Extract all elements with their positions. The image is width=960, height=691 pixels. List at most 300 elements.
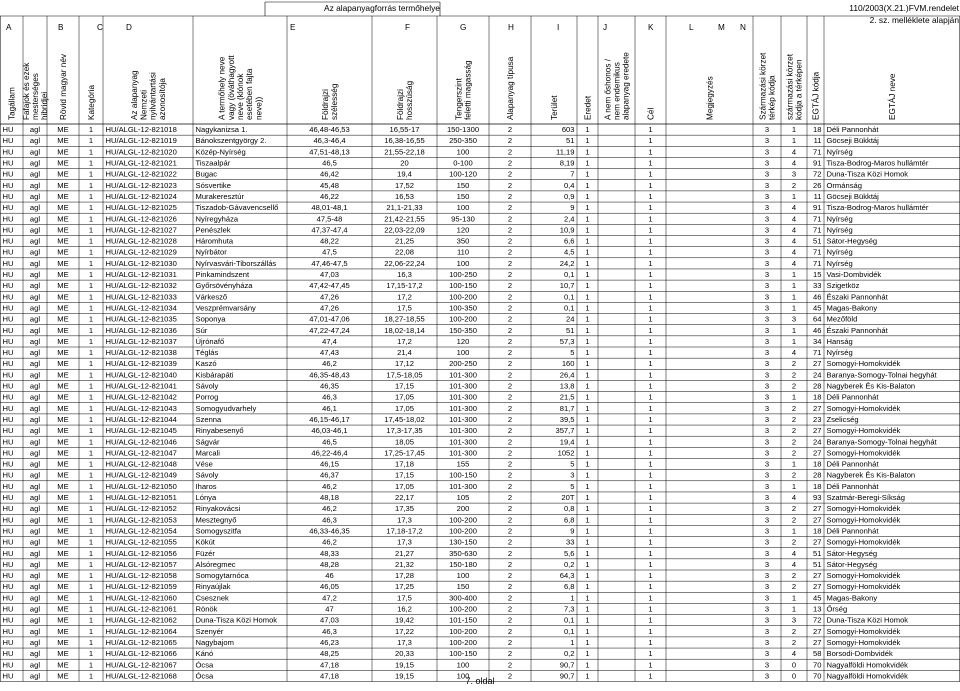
table-cell: Nagybajom (195, 637, 234, 647)
table-cell: 3 (764, 626, 770, 636)
table-cell: 46,2 (322, 481, 337, 491)
table-cell: 1 (88, 437, 94, 447)
table-cell: Várkesző (195, 292, 228, 302)
table-cell: 4 (791, 214, 797, 224)
table-cell: 1 (648, 459, 653, 469)
table-cell: 3 (764, 470, 770, 480)
table-cell: 23 (813, 414, 822, 424)
table-cell: 13 (813, 604, 822, 614)
table-cell: 100-150 (449, 470, 477, 480)
table-cell: 19,15 (394, 671, 415, 681)
table-row (3, 225, 853, 234)
table-cell: 2 (507, 147, 513, 157)
table-cell: 3 (764, 336, 770, 346)
table-cell: HU (2, 437, 14, 447)
table-cell: Göcseji Bükktáj (826, 136, 879, 146)
table-cell: Penészlek (195, 225, 231, 235)
table-cell: 100-150 (449, 281, 477, 291)
table-cell: 16,38-16,55 (384, 136, 425, 146)
table-cell: ME (57, 604, 69, 614)
table-cell: HU (2, 136, 14, 146)
table-cell: 100 (456, 258, 470, 268)
table-cell: HU (2, 649, 14, 659)
table-cell: 2 (507, 448, 513, 458)
table-cell: 0-100 (453, 158, 473, 168)
table-cell: agl (29, 281, 41, 291)
table-cell: 3 (764, 593, 770, 603)
table-cell: 1 (88, 526, 94, 536)
table-cell: 47 (325, 604, 334, 614)
table-cell: 2 (791, 437, 797, 447)
table-cell: 1 (648, 225, 653, 235)
column-header-line: származási körzet (785, 54, 795, 120)
table-cell: 11 (813, 191, 822, 201)
table-cell: agl (29, 158, 41, 168)
table-cell: Bugac (195, 169, 218, 179)
table-cell: 2 (507, 637, 513, 647)
table-cell: 3 (764, 225, 770, 235)
table-cell: 1 (585, 615, 590, 625)
table-cell: 1 (88, 203, 94, 213)
table-cell: HU (2, 359, 14, 369)
table-cell: Somogyszitfa (195, 526, 242, 536)
table-cell: 45 (813, 303, 822, 313)
table-cell: 4 (791, 236, 797, 246)
table-cell: 21,25 (394, 236, 415, 246)
table-cell: 2 (507, 604, 513, 614)
table-cell: 9 (570, 526, 575, 536)
table-cell: 51 (566, 136, 575, 146)
table-cell: HU/ALGL-12-821038 (105, 348, 177, 358)
table-cell: Mezőföld (826, 314, 858, 324)
table-cell: 11,19 (556, 147, 575, 157)
table-cell: 1 (585, 258, 590, 268)
table-cell: agl (29, 303, 41, 313)
table-cell: 2 (507, 593, 513, 603)
table-row (3, 471, 916, 480)
table-cell: Borsodi-Dombvidék (826, 649, 893, 659)
table-cell: HU (2, 515, 14, 525)
table-cell: 101-300 (449, 426, 477, 436)
table-cell: 100-200 (449, 637, 477, 647)
table-cell: 2 (507, 225, 513, 235)
table-cell: 1 (88, 459, 94, 469)
table-cell: 2 (507, 336, 513, 346)
table-cell: agl (29, 649, 41, 659)
table-cell: HU (2, 214, 14, 224)
table-row (3, 571, 901, 580)
table-cell: 1 (791, 604, 797, 614)
table-row (3, 649, 893, 658)
table-cell: HU (2, 147, 14, 157)
table-cell: 2 (791, 571, 797, 581)
table-cell: HU (2, 392, 14, 402)
table-cell: 101-300 (449, 437, 477, 447)
table-row (3, 315, 858, 324)
table-cell: agl (29, 593, 41, 603)
column-header-line: Az alapanyag (130, 70, 140, 120)
column-header (87, 85, 96, 120)
table-cell: 3 (764, 359, 770, 369)
table-cell: agl (29, 214, 41, 224)
table-cell: 3 (764, 281, 770, 291)
table-cell: 1 (88, 671, 94, 681)
table-cell: 2 (507, 481, 513, 491)
column-header (506, 56, 515, 120)
table-cell: ME (57, 392, 69, 402)
table-cell: Közép-Nyírség (195, 147, 246, 157)
table-cell: HU/ALGL-12-821030 (105, 258, 177, 268)
table-cell: Hanság (826, 336, 853, 346)
table-cell: 1 (585, 125, 590, 135)
table-cell: HU/ALGL-12-821051 (105, 493, 177, 503)
table-cell: 46,2 (322, 537, 337, 547)
table-cell: 17,25 (394, 582, 415, 592)
table-cell: agl (29, 504, 41, 514)
table-cell: 1 (585, 571, 590, 581)
table-cell: agl (29, 493, 41, 503)
table-cell: 3 (764, 169, 770, 179)
table-cell: 1 (88, 660, 94, 670)
table-cell: 2 (507, 649, 513, 659)
table-cell: HU (2, 526, 14, 536)
table-cell: agl (29, 448, 41, 458)
table-cell: 101-300 (449, 414, 477, 424)
table-cell: Bánokszentgyörgy 2. (195, 136, 267, 146)
table-cell: 3 (791, 615, 797, 625)
table-cell: 1 (88, 147, 94, 157)
table-cell: 1 (88, 548, 94, 558)
table-cell: Nyírség (826, 147, 853, 157)
column-header-line: Megjegyzés (705, 76, 715, 120)
table-cell: agl (29, 637, 41, 647)
table-cell: ME (57, 158, 69, 168)
table-cell: 1 (585, 504, 590, 514)
table-cell: 1 (585, 247, 590, 257)
table-cell: 17,52 (394, 180, 415, 190)
table-cell: 3 (764, 582, 770, 592)
table-cell: HU/ALGL-12-821031 (105, 270, 177, 280)
table-cell: ME (57, 526, 69, 536)
table-cell: 17,5 (397, 593, 412, 603)
table-cell: HU (2, 247, 14, 257)
table-cell: 3 (764, 136, 770, 146)
table-row (3, 270, 882, 279)
table-cell: HU (2, 671, 14, 681)
table-cell: Újrónafő (195, 336, 225, 346)
table-cell: 47,42-47,45 (309, 281, 350, 291)
table-cell: ME (57, 191, 69, 201)
table-cell: ME (57, 515, 69, 525)
table-cell: 46,22 (319, 191, 340, 201)
table-cell: 4,5 (563, 247, 575, 257)
table-cell: 27 (813, 571, 822, 581)
table-cell: ME (57, 359, 69, 369)
column-letter: L (689, 23, 694, 32)
table-cell: 1 (648, 448, 653, 458)
table-cell: 71 (813, 247, 822, 257)
table-cell: agl (29, 247, 41, 257)
table-cell: ME (57, 426, 69, 436)
table-cell: 3 (764, 303, 770, 313)
table-cell: 2 (791, 537, 797, 547)
table-cell: Somogyi-Homokvidék (826, 426, 901, 436)
table-cell: HU/ALGL-12-821047 (105, 448, 177, 458)
table-row (3, 482, 880, 491)
table-cell: Somogyi-Homokvidék (826, 403, 901, 413)
table-cell: ME (57, 247, 69, 257)
table-cell: 46 (325, 571, 334, 581)
table-cell: ME (57, 504, 69, 514)
table-cell: HU/ALGL-12-821054 (105, 526, 177, 536)
column-header (8, 87, 17, 120)
column-header-line: Földrajzi (395, 89, 405, 120)
table-cell: 100-200 (449, 604, 477, 614)
table-cell: agl (29, 526, 41, 536)
table-cell: 603 (561, 125, 575, 135)
table-cell: Murakeresztúr (195, 191, 245, 201)
table-cell: Veszprémvarsány (195, 303, 256, 313)
table-cell: HU (2, 593, 14, 603)
table-cell: 24,2 (559, 258, 575, 268)
table-cell: 1 (585, 370, 590, 380)
table-cell: 17,12 (394, 359, 415, 369)
table-cell: 46,42 (319, 169, 340, 179)
table-cell: 1 (648, 504, 653, 514)
table-cell: 34 (813, 336, 822, 346)
table-cell: 1 (585, 515, 590, 525)
table-cell: HU/ALGL-12-821053 (105, 515, 177, 525)
table-cell: 3 (764, 571, 770, 581)
table-cell: 2 (507, 292, 513, 302)
table-cell: ME (57, 236, 69, 246)
table-cell: Baranya-Somogy-Tolnai hegyhát (826, 437, 937, 447)
table-cell: Déli Pannonhát (826, 459, 879, 469)
table-cell: HU (2, 548, 14, 558)
table-cell: 100 (456, 348, 470, 358)
table-cell: 100-200 (449, 626, 477, 636)
column-header-line: Rövid magyar név (59, 54, 68, 120)
table-cell: Füzér (195, 548, 215, 558)
table-cell: Rinyabesenyő (195, 426, 244, 436)
table-cell: 3 (764, 348, 770, 358)
table-cell: 1 (88, 403, 94, 413)
table-cell: 22,06-22,24 (384, 258, 425, 268)
table-cell: 1 (648, 660, 653, 670)
table-cell: HU/ALGL-12-821043 (105, 403, 177, 413)
table-cell: agl (29, 559, 41, 569)
table-cell: 2 (507, 381, 513, 391)
table-cell: 27 (813, 537, 822, 547)
table-cell: 1 (88, 270, 94, 280)
table-cell: 1 (88, 481, 94, 491)
table-cell: 2 (791, 515, 797, 525)
table-row (3, 616, 909, 625)
table-cell: 21,27 (394, 548, 415, 558)
table-cell: 100-200 (449, 292, 477, 302)
table-cell: 1 (648, 481, 653, 491)
table-cell: 1 (585, 582, 590, 592)
table-cell: 0,4 (563, 180, 575, 190)
table-cell: HU (2, 314, 14, 324)
table-row (3, 136, 880, 145)
table-cell: 27 (813, 426, 822, 436)
table-cell: 0,2 (563, 559, 575, 569)
table-cell: 100-350 (449, 303, 477, 313)
table-cell: 1 (88, 169, 94, 179)
table-cell: Baranya-Somogy-Tolnai hegyhát (826, 370, 937, 380)
table-cell: HU (2, 348, 14, 358)
column-letter: J (603, 23, 608, 32)
table-cell: 1 (88, 426, 94, 436)
table-cell: 1 (88, 637, 94, 647)
table-cell: 95-130 (451, 214, 475, 224)
table-cell: HU (2, 403, 14, 413)
column-header-line: Nemzeti (139, 89, 149, 120)
table-cell: 17,22 (394, 626, 415, 636)
table-cell: 17,2 (397, 292, 412, 302)
table-cell: Téglás (195, 348, 219, 358)
table-row (3, 538, 901, 547)
table-cell: 2 (507, 571, 513, 581)
table-cell: 2 (507, 180, 513, 190)
table-cell: Súr (195, 325, 208, 335)
table-cell: 1 (585, 225, 590, 235)
table-cell: ME (57, 660, 69, 670)
table-cell: 2 (507, 504, 513, 514)
table-cell: 18 (813, 459, 822, 469)
table-cell: 51 (813, 236, 822, 246)
table-cell: HU/ALGL-12-821046 (105, 437, 177, 447)
table-cell: 1 (585, 392, 590, 402)
table-cell: HU (2, 559, 14, 569)
table-cell: 17,05 (394, 403, 415, 413)
table-cell: Nyírség (826, 225, 853, 235)
table-row (3, 605, 848, 614)
table-cell: HU (2, 582, 14, 592)
table-cell: 33 (566, 537, 575, 547)
column-header-line: Származási körzet (758, 52, 768, 120)
column-header-line: feletti magasság (463, 60, 473, 120)
table-cell: HU (2, 481, 14, 491)
table-cell: 51 (566, 325, 575, 335)
table-cell: 2 (791, 414, 797, 424)
table-cell: 20,33 (394, 649, 415, 659)
table-cell: agl (29, 671, 41, 681)
table-cell: 1 (585, 203, 590, 213)
table-cell: ME (57, 493, 69, 503)
table-cell: ME (57, 637, 69, 647)
table-cell: ME (57, 203, 69, 213)
table-cell: Csesznek (195, 593, 229, 603)
table-cell: 1 (791, 303, 797, 313)
table-cell: Rinyakovácsi (195, 504, 241, 514)
table-cell: 150-1300 (446, 125, 480, 135)
table-cell: 1 (648, 671, 653, 681)
table-cell: 150-350 (449, 325, 477, 335)
table-cell: agl (29, 381, 41, 391)
table-cell: 1 (88, 493, 94, 503)
table-cell: 1 (585, 448, 590, 458)
table-cell: 3 (764, 180, 770, 190)
table-cell: agl (29, 548, 41, 558)
table-cell: 17,05 (394, 481, 415, 491)
column-header-line: Terület (550, 95, 559, 120)
table-cell: ME (57, 325, 69, 335)
table-cell: 6,8 (563, 515, 575, 525)
table-cell: HU (2, 414, 14, 424)
table-cell: Nyírség (826, 214, 853, 224)
table-cell: HU/ALGL-12-821024 (105, 191, 177, 201)
table-cell: 3 (764, 258, 770, 268)
table-cell: 1 (585, 649, 590, 659)
table-cell: 18 (813, 526, 822, 536)
table-cell: 46,5 (322, 437, 337, 447)
table-cell: 4 (791, 348, 797, 358)
column-header-line: térkép kódja (767, 75, 777, 120)
column-letter: G (460, 23, 467, 32)
table-cell: 70 (813, 671, 822, 681)
table-cell: 100 (456, 671, 470, 681)
table-cell: 71 (813, 225, 822, 235)
table-cell: 46,37 (319, 470, 340, 480)
table-cell: 101-300 (449, 392, 477, 402)
table-cell: Somogyi-Homokvidék (826, 448, 901, 458)
column-header (22, 62, 49, 120)
column-header-line: vagy (öváthagyott (226, 55, 236, 120)
table-cell: 18 (813, 481, 822, 491)
table-cell: ME (57, 470, 69, 480)
table-cell: 22,08 (394, 247, 415, 257)
table-cell: agl (29, 136, 41, 146)
table-cell: 3 (764, 615, 770, 625)
table-cell: 27 (813, 448, 822, 458)
reference-line-2: 2. sz. melléklete alapján (869, 15, 959, 25)
table-cell: 28 (813, 470, 822, 480)
table-cell: agl (29, 660, 41, 670)
table-cell: HU/ALGL-12-821055 (105, 537, 177, 547)
table-cell: ME (57, 336, 69, 346)
column-header-line: neve)) (254, 96, 264, 120)
table-row (3, 125, 880, 134)
table-cell: 9 (570, 203, 575, 213)
column-letter: K (648, 23, 654, 32)
table-cell: 22,03-22,09 (384, 225, 425, 235)
table-cell: 21,4 (397, 348, 412, 358)
table-cell: Zselicség (826, 414, 859, 424)
column-header-line: Eredet (583, 95, 593, 120)
table-cell: 150 (456, 582, 470, 592)
column-header (550, 95, 559, 120)
table-cell: 1 (585, 414, 590, 424)
table-cell: agl (29, 191, 41, 201)
table-cell: 46 (813, 325, 822, 335)
table-cell: HU (2, 191, 14, 201)
table-cell: 3 (764, 325, 770, 335)
table-cell: 1 (648, 191, 653, 201)
table-cell: 58 (813, 649, 822, 659)
table-cell: 1 (88, 281, 94, 291)
table-cell: 46,3 (322, 515, 337, 525)
table-cell: 27 (813, 403, 822, 413)
table-cell: 3 (764, 392, 770, 402)
table-cell: 17,18-17,2 (386, 526, 423, 536)
table-row (3, 437, 938, 446)
table-cell: HU/ALGL-12-821019 (105, 136, 177, 146)
column-header (887, 73, 897, 120)
column-header-line: Fafajok és ezek (21, 62, 31, 120)
table-cell: Nagyalföldi Homokvidék (826, 660, 908, 670)
